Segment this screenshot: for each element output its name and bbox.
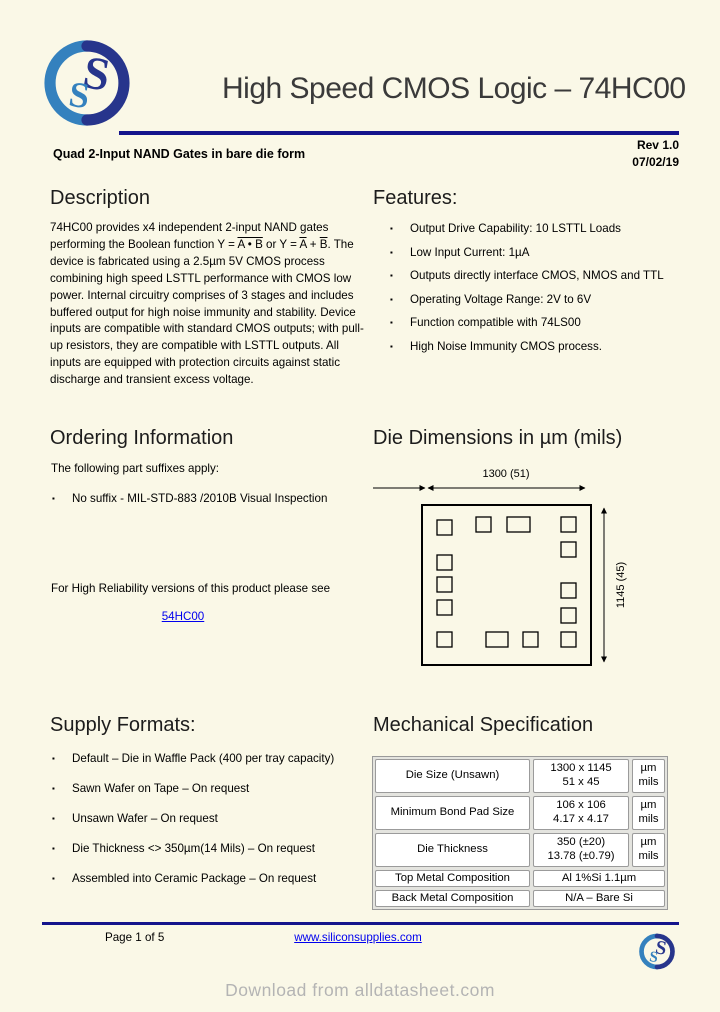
- list-item: [390, 315, 685, 332]
- die-width-label: 1300 (51): [482, 468, 530, 480]
- die-height-label: 1145 (45): [615, 561, 627, 609]
- features-heading: Features:: [373, 187, 458, 209]
- bond-pad: [561, 542, 576, 557]
- list-item-text: Default – Die in Waffle Pack (400 per tray capacity): [72, 752, 335, 765]
- list-item: [390, 339, 685, 356]
- header-rule: [119, 131, 679, 135]
- bullet-icon: ▪: [390, 271, 393, 280]
- table-cell: 1300 x 1145 51 x 45: [533, 759, 629, 793]
- table-cell: Top Metal Composition: [375, 870, 530, 887]
- website-link[interactable]: www.siliconsupplies.com: [294, 931, 422, 944]
- ordering-list: [52, 491, 362, 508]
- footer-rule: [42, 922, 679, 925]
- die-pads: [437, 517, 576, 647]
- bond-pad: [561, 583, 576, 598]
- bullet-icon: ▪: [390, 341, 393, 351]
- supply-formats-heading: Supply Formats:: [50, 714, 196, 736]
- list-item-text: Unsawn Wafer – On request: [72, 811, 218, 825]
- revision-label: Rev 1.0: [636, 138, 679, 152]
- table-cell: µm mils: [632, 759, 665, 793]
- revision-block: [520, 137, 679, 171]
- bond-pad: [437, 555, 452, 570]
- high-reliability-note: For High Reliability versions of this product please see: [51, 582, 331, 595]
- list-item-text: Output Drive Capability: 10 LSTTL Loads: [410, 222, 621, 235]
- table-cell: µm mils: [632, 796, 665, 830]
- list-item-text: Operating Voltage Range: 2V to 6V: [410, 292, 592, 306]
- bond-pad: [486, 632, 508, 647]
- description-heading: Description: [50, 187, 151, 209]
- company-logo: [44, 38, 130, 128]
- list-item-text: High Noise Immunity CMOS process.: [410, 339, 602, 353]
- list-item: [52, 841, 372, 858]
- bullet-icon: ▪: [52, 783, 55, 793]
- footer-logo: [639, 933, 675, 975]
- table-cell: µm mils: [632, 833, 665, 867]
- table-cell: Minimum Bond Pad Size: [375, 796, 530, 830]
- list-item: [52, 811, 372, 828]
- bullet-icon: ▪: [390, 294, 393, 304]
- bullet-icon: ▪: [52, 494, 55, 503]
- mechanical-spec-heading: Mechanical Specification: [373, 714, 594, 736]
- bullet-icon: ▪: [52, 813, 55, 823]
- bullet-icon: ▪: [52, 843, 55, 853]
- mech-table: [372, 756, 668, 910]
- bullet-icon: ▪: [52, 754, 55, 763]
- bond-pad: [523, 632, 538, 647]
- ordering-intro: The following part suffixes apply:: [51, 462, 219, 475]
- table-cell: Die Thickness: [375, 833, 530, 867]
- bond-pad: [476, 517, 491, 532]
- bond-pad: [437, 600, 452, 615]
- list-item: [390, 292, 685, 309]
- document-subtitle: Quad 2-Input NAND Gates in bare die form: [53, 147, 306, 161]
- table-row: [375, 890, 665, 907]
- list-item: [52, 781, 372, 798]
- table-cell: Die Size (Unsawn): [375, 759, 530, 793]
- list-item-text: Die Thickness <> 350µm(14 Mils) – On request: [72, 841, 315, 855]
- list-item: [390, 245, 685, 262]
- table-row: [375, 833, 665, 867]
- table-cell: 106 x 106 4.17 x 4.17: [533, 796, 629, 830]
- page-number: Page 1 of 5: [105, 931, 165, 944]
- bullet-icon: ▪: [390, 224, 393, 233]
- bond-pad: [561, 608, 576, 623]
- list-item-text: Low Input Current: 1µA: [410, 245, 530, 259]
- list-item: [52, 751, 372, 768]
- bullet-icon: ▪: [390, 247, 393, 257]
- features-list: [390, 221, 685, 362]
- bullet-icon: ▪: [390, 318, 393, 327]
- table-cell: N/A – Bare Si: [533, 890, 665, 907]
- bond-pad: [507, 517, 530, 532]
- list-item: [52, 871, 372, 888]
- list-item-text: Outputs directly interface CMOS, NMOS and TTL: [410, 269, 664, 282]
- supply-formats-list: [52, 751, 372, 901]
- description-text: 74HC00 provides x4 independent 2-input NAND gates performing the Boolean function Y = A • B or $Y = \overline{A} + \overline{B}$. The device is fabricated using a 2.5µm 5V CMOS process combining high speed LSTTL performance with CMOS low power. Internal circuitry comprises of 3 stages and includes buffered output for high noise immunity and stability. Device inputs are compatible with standard CMOS outputs; with pull-up resistors, they are compatible with LSTTL outputs. All inputs are equipped with protection circuits against static discharge and transient excess voltage.: [50, 221, 364, 387]
- list-item-text: No suffix - MIL-STD-883 /2010B Visual Inspection: [72, 492, 328, 505]
- table-cell: Back Metal Composition: [375, 890, 530, 907]
- list-item-text: Sawn Wafer on Tape – On request: [72, 781, 250, 795]
- list-item: [52, 491, 362, 508]
- page-title: High Speed CMOS Logic – 74HC00: [222, 72, 686, 105]
- bond-pad: [561, 517, 576, 532]
- revision-date: 07/02/19: [632, 155, 679, 169]
- table-row: [375, 796, 665, 830]
- die-dimensions-heading: Die Dimensions in µm (mils): [373, 427, 623, 449]
- bond-pad: [437, 520, 452, 535]
- watermark-text: Download from alldatasheet.com: [225, 980, 495, 1000]
- 54hc00-link[interactable]: 54HC00: [161, 610, 205, 623]
- bullet-icon: ▪: [52, 873, 55, 883]
- list-item: [390, 221, 685, 238]
- table-row: [375, 870, 665, 887]
- table-cell: Al 1%Si 1.1µm: [533, 870, 665, 887]
- table-row: [375, 759, 665, 793]
- bond-pad: [437, 577, 452, 592]
- die-diagram: [373, 452, 673, 695]
- list-item-text: Assembled into Ceramic Package – On request: [72, 871, 317, 885]
- list-item: [390, 268, 685, 285]
- bond-pad: [561, 632, 576, 647]
- table-cell: 350 (±20) 13.78 (±0.79): [533, 833, 629, 867]
- list-item-text: Function compatible with 74LS00: [410, 316, 581, 329]
- bond-pad: [437, 632, 452, 647]
- ordering-heading: Ordering Information: [50, 427, 234, 449]
